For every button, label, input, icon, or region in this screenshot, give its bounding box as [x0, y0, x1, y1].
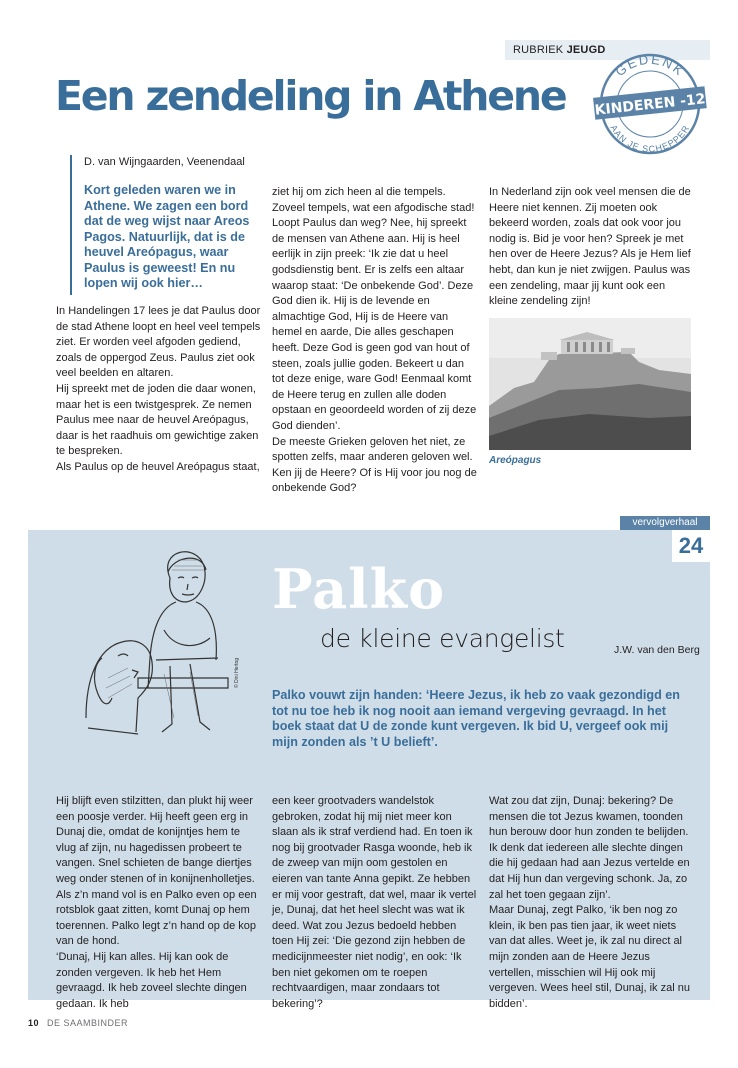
- paragraph: Wat zou dat zijn, Dunaj: bekering? De mensen die tot Jezus kwamen, toonden hun berouw door hun zonden te belijden. Ik denk dat iedereen alle slechte dingen die hij gedaan had aan Jezus vertelde en dat Hij hun dan vergeving schonk. Ja, zo zal het toen gegaan zijn’.: [489, 795, 690, 901]
- paragraph: Maar Dunaj, zegt Palko, ‘ik ben nog zo klein, ik ben pas tien jaar, ik weet niets van dat alles. Weet je, ik zal nu direct al mijn zonden aan de Heere Jezus vertellen, misschien wil Hij ook mij vergeven. Wees heel stil, Dunaj, ik zal nu bidden’.: [489, 904, 690, 1010]
- paragraph: In Handelingen 17 lees je dat Paulus door de stad Athene loopt en heel veel tempels ziet. Er worden veel afgoden gediend, zoals de oppergod Zeus. Paulus ziet ook veel beelden en altaren.: [56, 305, 261, 380]
- paragraph: In Nederland zijn ook veel mensen die de Heere niet kennen. Zij moeten ook bekeerd worden, zoals dat ook voor jou nodig is. Bid je voor hen? Spreek je met hen over de Heere Jezus? Als je Hem lief hebt, dan kun je niet zwijgen. Paulus was een zendeling, maar jij kunt ook een kleine zendeling zijn!: [489, 186, 691, 308]
- paragraph: ‘Dunaj, Hij kan alles. Hij kan ook de zonden vergeven. Ik heb het Hem gevraagd. Ik heb zoveel slechte dingen gedaan. Ik heb: [56, 950, 247, 1010]
- serial-tag: vervolgverhaal: [620, 516, 710, 530]
- paragraph: een keer grootvaders wandelstok gebroken, zodat hij mij niet meer kon slaan als ik straf verdiend had. En toen ik nog bij grootvader Rasga woonde, heb ik de zweep van mijn oom gestolen en eieren van tante Anna gepikt. Ze hebben er mij voor gestraft, dat wel, maar ik vertel je, Dunaj, dat het heel slecht was wat ik deed. Wat zou Jezus bedoeld hebben toen Hij zei: ‘Die gezond zijn hebben de medicijnmeester niet nodig’, en ook: ‘Ik ben niet gekomen om te roepen rechtvaardigen, maar zondaars tot bekering’?: [272, 795, 477, 1010]
- stamp-bottom-text: AAN JE SCHEPPER: [608, 123, 692, 155]
- boy-with-dog-illustration: [78, 538, 248, 743]
- story-subtitle: de kleine evangelist: [320, 624, 565, 653]
- svg-text:AAN JE SCHEPPER: [608, 123, 691, 154]
- author-bar: [70, 155, 72, 295]
- article-title: Een zendeling in Athene: [55, 72, 566, 120]
- intro-text: Kort geleden waren we in Athene. We zagen een bord dat de weg wijst naar Areos Pagos. Natuurlijk, dat is de heuvel Areópagus, waar Paulus is geweest! En nu lopen wij ook hier…: [84, 183, 250, 290]
- paragraph: De meeste Grieken geloven het niet, ze spotten zelfs, maar anderen geloven wel. Ken jij de Heere? Of is Hij voor jou nog de onbekende God?: [272, 435, 477, 495]
- article-column-3: [489, 185, 694, 310]
- story-column-2: [272, 794, 477, 1012]
- paragraph: Hij blijft even stilzitten, dan plukt hij weer een poosje verder. Hij heeft geen erg in Dunaj die, omdat de konijntjes hem te vlug af zijn, nu hagedissen probeert te vangen. Snel schieten de bange diertjes weg onder stenen of in konijnenholletjes. Als z’n mand vol is en Palko even op een rotsblok gaat zitten, komt Dunaj op hem toerennen. Palko legt z’n hand op de kop van de hond.: [56, 795, 257, 948]
- story-author: J.W. van den Berg: [614, 644, 700, 656]
- story-title: Palko: [272, 557, 446, 621]
- paragraph: Hij spreekt met de joden die daar wonen, maar het is een twistgesprek. Ze nemen Paulus mee naar de heuvel Areópagus, daar is het raadhuis om gewichtige zaken te bespreken.: [56, 382, 259, 458]
- photo-caption: Areópagus: [489, 455, 542, 466]
- story-column-3: [489, 794, 694, 1012]
- paragraph: Als Paulus op de heuvel Areópagus staat,: [56, 460, 260, 473]
- stamp-logo: [590, 52, 710, 156]
- paragraph: ziet hij om zich heen al die tempels. Zoveel tempels, wat een afgodische stad! Loopt Paulus dan weg? Nee, hij spreekt de mensen van Athene aan. Hij is heel eerlijk in zijn preek: ‘Ik zie dat u heel godsdienstig bent. Er is zelfs een altaar waarop staat: ‘De onbekende God’. Deze God dien ik. Hij is de levende en almachtige God, Hij is de Heere van hemel en aarde, Die alles geschapen heeft. Deze God is geen god van hout of steen, zoals jullie goden. Bekeert u dan tot deze enige, ware God! Eenmaal komt de Heere terug en zullen alle doden opstaan en geoordeeld worden of zij deze God dienden’.: [272, 186, 477, 432]
- stamp-middle-text: KINDEREN -12: [593, 91, 707, 119]
- page-number: 10: [28, 1018, 40, 1028]
- story-column-1: [56, 794, 261, 1012]
- section-prefix: RUBRIEK: [513, 44, 564, 56]
- acropolis-photo: [489, 318, 691, 450]
- episode-number: 24: [672, 530, 710, 562]
- page-footer: [28, 1018, 128, 1028]
- author: D. van Wijngaarden, Veenendaal: [84, 156, 245, 168]
- story-lead: Palko vouwt zijn handen: ‘Heere Jezus, ik heb zo vaak gezondigd en tot nu toe heb ik nog nooit aan iemand vergeving gevraagd. In het boek staat dat U de zonde kunt vergeven. Ik bid U, vergeef ook mij mijn zonden als ’t U belieft’.: [272, 688, 680, 749]
- stamp-top-text: GEDENK: [612, 52, 688, 80]
- article-column-1: [56, 304, 261, 476]
- publication-name: DE SAAMBINDER: [47, 1018, 129, 1028]
- illustration-credit: © Dini Hertog: [234, 657, 240, 688]
- section-name: JEUGD: [566, 44, 606, 56]
- article-column-2: [272, 185, 477, 497]
